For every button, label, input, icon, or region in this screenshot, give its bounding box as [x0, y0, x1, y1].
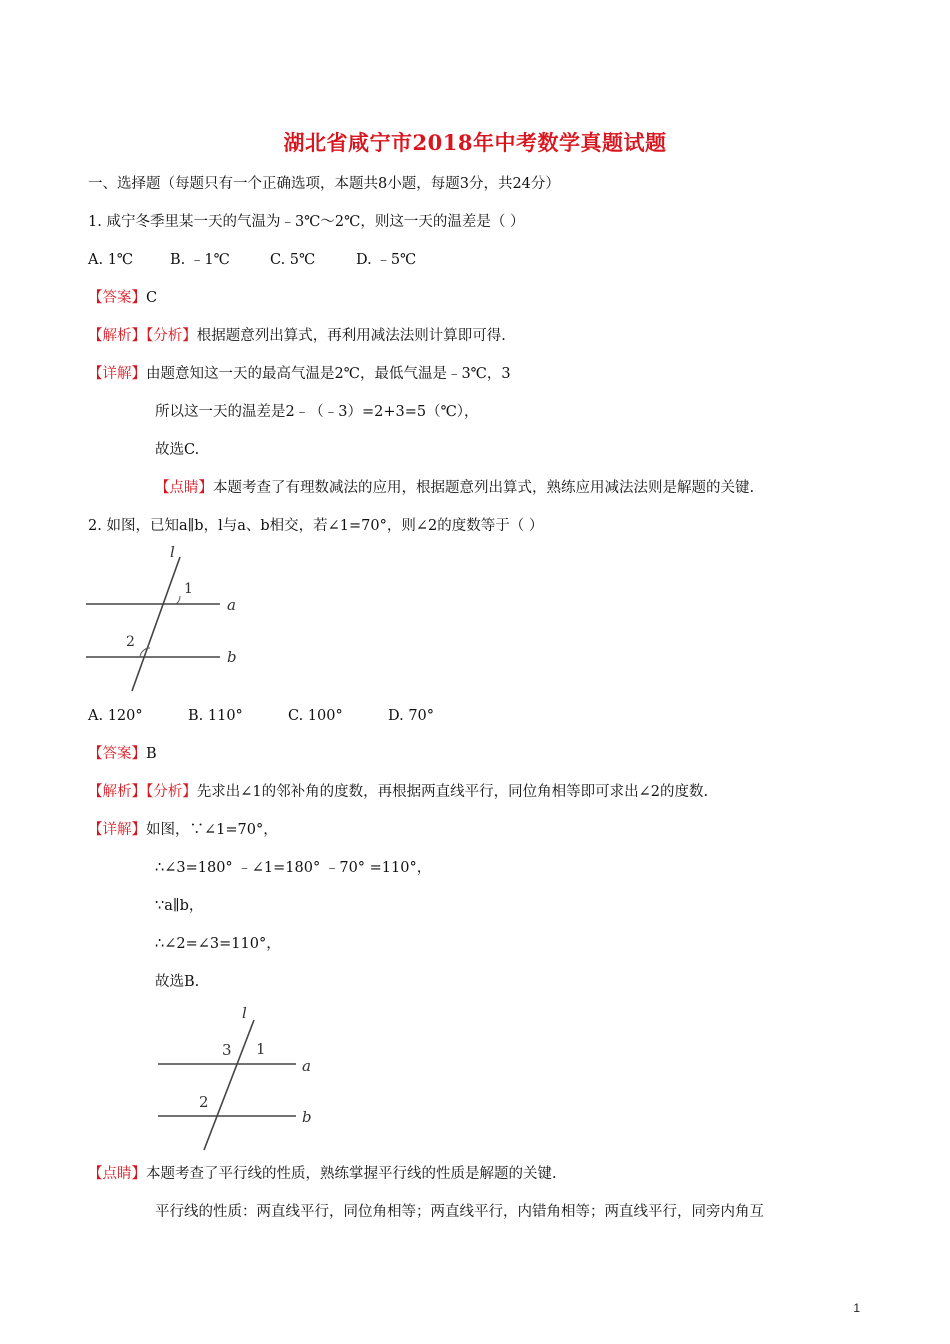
label-b: b: [302, 1108, 312, 1126]
q2-answer-tag: 【答案】: [88, 746, 146, 762]
q2-option-d: D. 70°: [388, 708, 435, 724]
q1-detail-line: 故选C.: [155, 442, 200, 458]
q1-analysis-text: 根据题意列出算式，再利用减法法则计算即可得.: [196, 328, 506, 344]
q2-detail-line: 如图，∵∠1=70°，: [146, 822, 278, 838]
q1-detail: [88, 365, 511, 383]
label-3: 3: [222, 1041, 232, 1059]
label-l: l: [242, 1004, 247, 1022]
q2-detail-line: ∴∠3=180° ﹣∠1=180° ﹣70° =110°，: [155, 860, 432, 876]
q1-option-a: A. 1℃: [88, 252, 134, 268]
label-2: 2: [199, 1093, 209, 1111]
q1-options: [88, 251, 416, 269]
q2-analysis-text: 先求出∠1的邻补角的度数，再根据两直线平行，同位角相等即可求出∠2的度数.: [196, 784, 709, 800]
line-l: [204, 1020, 254, 1150]
q1-option-d: D. ﹣5℃: [356, 252, 417, 268]
q1-analysis: [88, 327, 506, 345]
label-b: b: [227, 648, 237, 666]
q1-comment: [155, 479, 754, 497]
line-l: [132, 557, 180, 691]
q2-answer-value: B: [146, 746, 157, 762]
q1-stem: 1. 咸宁冬季里某一天的气温为﹣3℃～2℃，则这一天的温差是（ ）: [88, 214, 525, 230]
q1-detail-line: 所以这一天的温差是2﹣（﹣3）=2+3=5（℃），: [155, 404, 479, 420]
q1-analysis-tag: 【解析】【分析】: [88, 328, 197, 344]
q2-figure: [84, 545, 244, 697]
q2-comment-text: 本题考查了平行线的性质，熟练掌握平行线的性质是解题的关键.: [146, 1166, 557, 1182]
q2-comment-line: 平行线的性质：两直线平行，同位角相等；两直线平行，内错角相等；两直线平行，同旁内角互: [155, 1204, 764, 1220]
q2-solution-figure: [156, 1000, 326, 1156]
angle-1-arc: [176, 596, 180, 604]
q2-answer: [88, 745, 157, 763]
q1-detail-line: 由题意知这一天的最高气温是2℃，最低气温是﹣3℃，3: [146, 366, 511, 382]
q1-comment-tag: 【点睛】: [155, 480, 213, 496]
page-number: 1: [853, 1301, 860, 1315]
q2-option-b: B. 110°: [188, 708, 243, 724]
label-1: 1: [184, 581, 193, 597]
q1-answer-tag: 【答案】: [88, 290, 146, 306]
label-1: 1: [256, 1040, 266, 1058]
q2-stem: 2. 如图，已知a∥b，l与a、b相交，若∠1=70°，则∠2的度数等于（ ）: [88, 518, 544, 534]
q2-options: [88, 707, 434, 725]
q2-detail-line: ∴∠2=∠3=110°，: [155, 936, 281, 952]
q2-comment: [88, 1165, 557, 1183]
q2-detail: [88, 821, 278, 839]
label-l: l: [170, 545, 175, 561]
q1-option-c: C. 5℃: [270, 252, 316, 268]
page-title: 湖北省咸宁市2018年中考数学真题试题: [283, 130, 667, 155]
q2-analysis-tag: 【解析】【分析】: [88, 784, 197, 800]
label-a: a: [302, 1057, 311, 1075]
section-heading: 一、选择题（每题只有一个正确选项，本题共8小题，每题3分，共24分）: [88, 176, 560, 192]
q1-answer-value: C: [146, 290, 158, 306]
q1-answer: [88, 289, 157, 307]
label-a: a: [227, 596, 236, 614]
q2-detail-line: ∵a∥b，: [155, 898, 204, 914]
q2-option-c: C. 100°: [288, 708, 343, 724]
q2-detail-line: 故选B.: [155, 974, 200, 990]
q1-option-b: B. ﹣1℃: [170, 252, 230, 268]
label-2: 2: [126, 634, 135, 650]
q1-comment-text: 本题考查了有理数减法的应用，根据题意列出算式，熟练应用减法法则是解题的关键.: [213, 480, 755, 496]
q2-option-a: A. 120°: [88, 708, 143, 724]
q2-comment-tag: 【点睛】: [88, 1166, 146, 1182]
q2-analysis: [88, 783, 708, 801]
q2-detail-tag: 【详解】: [88, 822, 146, 838]
q1-detail-tag: 【详解】: [88, 366, 146, 382]
